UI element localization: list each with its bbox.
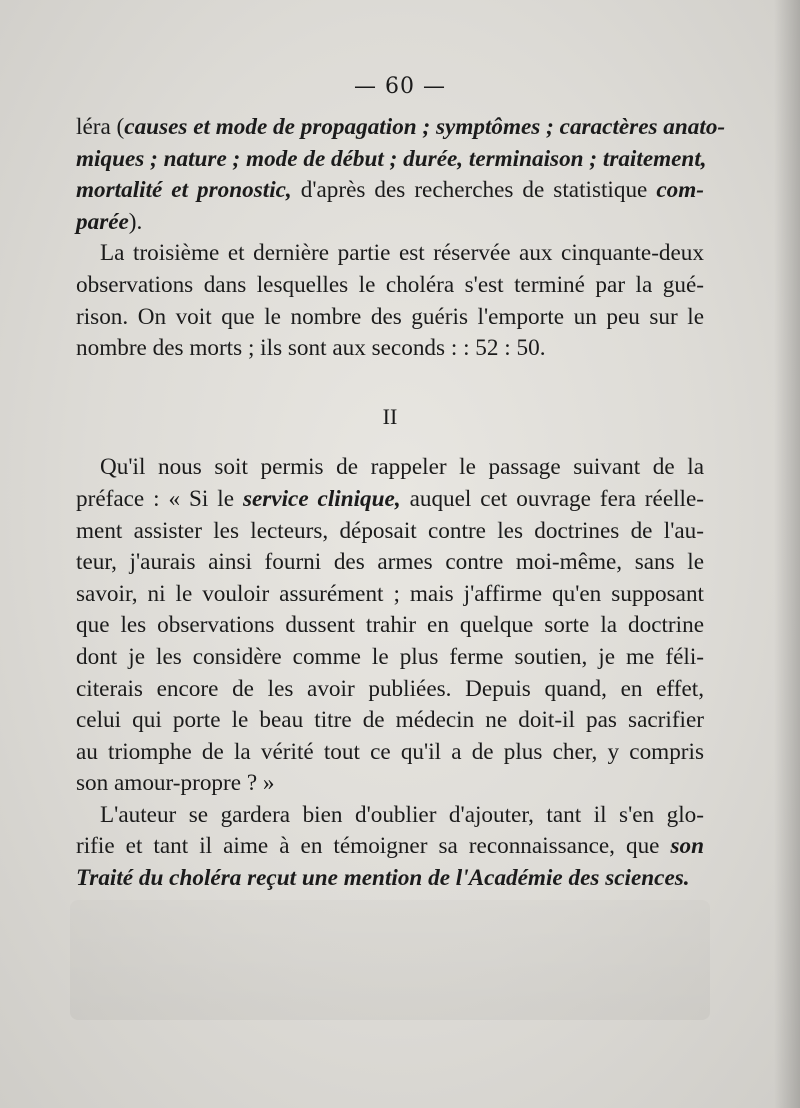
paragraph-1-line-2: miques ; nature ; mode de début ; durée, terminaison ; traitement, — [76, 145, 707, 172]
paragraph-4-line-3: Traité du choléra reçut une mention de l'Académie des sciences. — [76, 865, 690, 892]
italic-text-run: com- — [656, 177, 704, 204]
paragraph-3-line-10: au triomphe de la vérité tout ce qu'il a de plus cher, y compris — [76, 738, 704, 765]
paragraph-3-line-7: dont je les considère comme le plus ferme soutien, je me féli- — [76, 643, 704, 670]
page-number: — 60 — — [354, 74, 446, 99]
text-run: léra ( — [76, 114, 125, 140]
page-body — [76, 112, 726, 895]
page-edge-shadow — [774, 0, 800, 1108]
paragraph-4-line-1: L'auteur se gardera bien d'oublier d'ajouter, tant il s'en glo- — [100, 801, 704, 828]
paragraph-1-line-1 — [76, 112, 726, 144]
paragraph-3-line-4: teur, j'aurais ainsi fourni des armes contre moi-même, sans le — [76, 549, 704, 576]
paragraph-2-line-1: La troisième et dernière partie est réservée aux cinquante-deux — [100, 240, 704, 267]
text-run: d'après des recherches de statistique — [291, 177, 657, 204]
paragraph-1-line-4 — [76, 207, 704, 239]
paragraph-3-line-11: son amour-propre ? » — [76, 770, 275, 797]
paragraph-3-line-6: que les observations dussent trahir en quelque sorte la doctrine — [76, 612, 704, 639]
section-heading: II — [382, 403, 398, 429]
text-run: préface : « Si le — [76, 485, 243, 512]
text-run: auquel cet ouvrage fera réelle- — [400, 485, 705, 512]
paragraph-3-line-2 — [76, 484, 704, 516]
italic-text-run: son — [670, 833, 704, 860]
italic-text-run: mortalité et pronostic, — [76, 177, 292, 204]
paragraph-3-line-5: savoir, ni le vouloir assurément ; mais j'affirme qu'en supposant — [76, 580, 704, 607]
faded-bleedthrough-area — [70, 900, 710, 1020]
text-run: rifie et tant il aime à en témoigner sa reconnaissance, que — [76, 833, 671, 860]
paragraph-3-line-8: citerais encore de les avoir publiées. Depuis quand, en effet, — [76, 675, 704, 702]
paragraph-2-line-2: observations dans lesquelles le choléra s'est terminé par la gué- — [76, 271, 704, 298]
paragraph-4-line-2 — [76, 831, 704, 863]
text-run: ). — [128, 208, 143, 235]
paragraph-3-line-3: ment assister les lecteurs, déposait contre les doctrines de l'au- — [76, 517, 704, 544]
italic-text-run: service clinique, — [242, 485, 401, 512]
paragraph-2-line-3: rison. On voit que le nombre des guéris l'emporte un peu sur le — [76, 303, 704, 330]
paragraph-3-line-9: celui qui porte le beau titre de médecin ne doit-il pas sacrifier — [76, 707, 704, 734]
italic-text-run: parée — [76, 208, 129, 235]
italic-text-run: causes et mode de propagation ; symptômes ; caractères anato- — [124, 114, 726, 140]
paragraph-1-line-3 — [76, 175, 704, 207]
paragraph-3-line-1: Qu'il nous soit permis de rappeler le passage suivant de la — [100, 454, 704, 481]
paragraph-2-line-4: nombre des morts ; ils sont aux seconds : : 52 : 50. — [76, 335, 546, 362]
